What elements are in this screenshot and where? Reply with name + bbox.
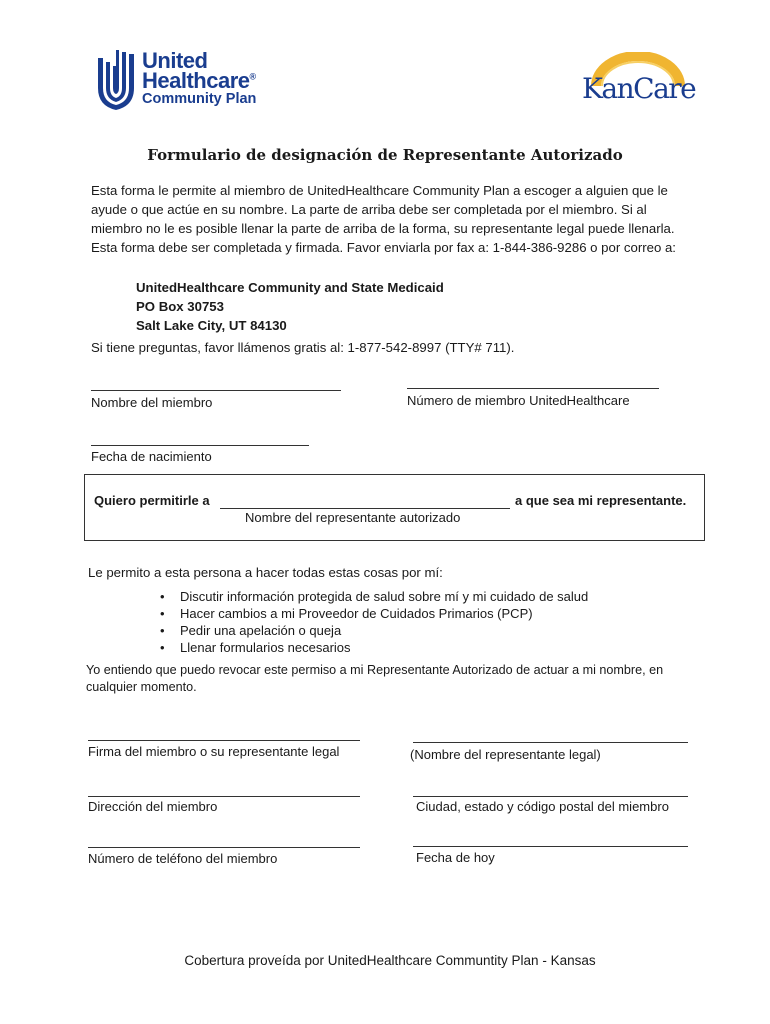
permit-intro: Le permito a esta persona a hacer todas estas cosas por mí: bbox=[88, 565, 443, 580]
representative-sublabel: Nombre del representante autorizado bbox=[245, 510, 461, 525]
phone-line[interactable] bbox=[88, 847, 360, 848]
address-line2: PO Box 30753 bbox=[136, 299, 224, 314]
date-line[interactable] bbox=[413, 846, 688, 847]
address-line[interactable] bbox=[88, 796, 360, 797]
address-label: Dirección del miembro bbox=[88, 799, 218, 814]
revoke-text: Yo entiendo que puedo revocar este permiso a mi Representante Autorizado de actuar a mi nombre, en cualquier momento. bbox=[86, 663, 664, 694]
member-number-label: Número de miembro UnitedHealthcare bbox=[407, 393, 630, 408]
page-title: Formulario de designación de Representante Autorizado bbox=[147, 146, 623, 164]
list-item: • Discutir información protegida de salud sobre mí y mi cuidado de salud bbox=[154, 588, 674, 605]
member-number-line[interactable] bbox=[407, 388, 659, 389]
member-name-label: Nombre del miembro bbox=[91, 395, 213, 410]
list-item: • Pedir una apelación o queja bbox=[154, 622, 674, 639]
uhc-logo bbox=[96, 50, 286, 112]
task-list bbox=[154, 588, 674, 656]
kancare-logo-text: KanCare bbox=[582, 72, 696, 105]
footer-text: Cobertura proveída por UnitedHealthcare Communtity Plan - Kansas bbox=[184, 953, 596, 968]
city-line[interactable] bbox=[413, 796, 688, 797]
signature-line[interactable] bbox=[88, 740, 360, 741]
city-label: Ciudad, estado y código postal del miembro bbox=[416, 799, 669, 814]
rep-name-label: (Nombre del representante legal) bbox=[410, 747, 601, 762]
dob-line[interactable] bbox=[91, 445, 309, 446]
address-line3: Salt Lake City, UT 84130 bbox=[136, 318, 287, 333]
mailing-address bbox=[136, 278, 444, 335]
representative-box bbox=[84, 474, 705, 541]
uhc-logo-line1: United bbox=[142, 48, 208, 73]
phone-label: Número de teléfono del miembro bbox=[88, 851, 278, 866]
list-item: • Hacer cambios a mi Proveedor de Cuidados Primarios (PCP) bbox=[154, 605, 674, 622]
representative-prefix: Quiero permitirle a bbox=[94, 493, 210, 508]
uhc-logo-line3: Community Plan bbox=[142, 91, 257, 107]
signature-label: Firma del miembro o su representante legal bbox=[88, 744, 340, 759]
rep-name-line[interactable] bbox=[413, 742, 688, 743]
list-item: • Llenar formularios necesarios bbox=[154, 639, 674, 656]
dob-label: Fecha de nacimiento bbox=[91, 449, 212, 464]
representative-suffix: a que sea mi representante. bbox=[515, 493, 687, 508]
address-line1: UnitedHealthcare Community and State Medicaid bbox=[136, 280, 444, 295]
uhc-shield-icon bbox=[96, 50, 136, 112]
intro-paragraph: Esta forma le permite al miembro de UnitedHealthcare Community Plan a escoger a alguien que le ayude o que actúe en su nombre. La parte de arriba debe ser completada por el miembro. Si al miembro no le es posible llenar la parte de arriba de la forma, su representante legal puede llenarla. Esta forma debe ser completada y firmada. Favor enviarla por fax a: 1-844-386-9286 o por correo a: bbox=[91, 183, 676, 255]
date-label: Fecha de hoy bbox=[416, 850, 495, 865]
representative-name-line[interactable] bbox=[220, 508, 510, 509]
questions-text: Si tiene preguntas, favor llámenos gratis al: 1-877-542-8997 (TTY# 711). bbox=[91, 340, 515, 355]
uhc-logo-line2: Healthcare® bbox=[142, 68, 256, 93]
kancare-logo bbox=[582, 52, 694, 108]
member-name-line[interactable] bbox=[91, 390, 341, 391]
